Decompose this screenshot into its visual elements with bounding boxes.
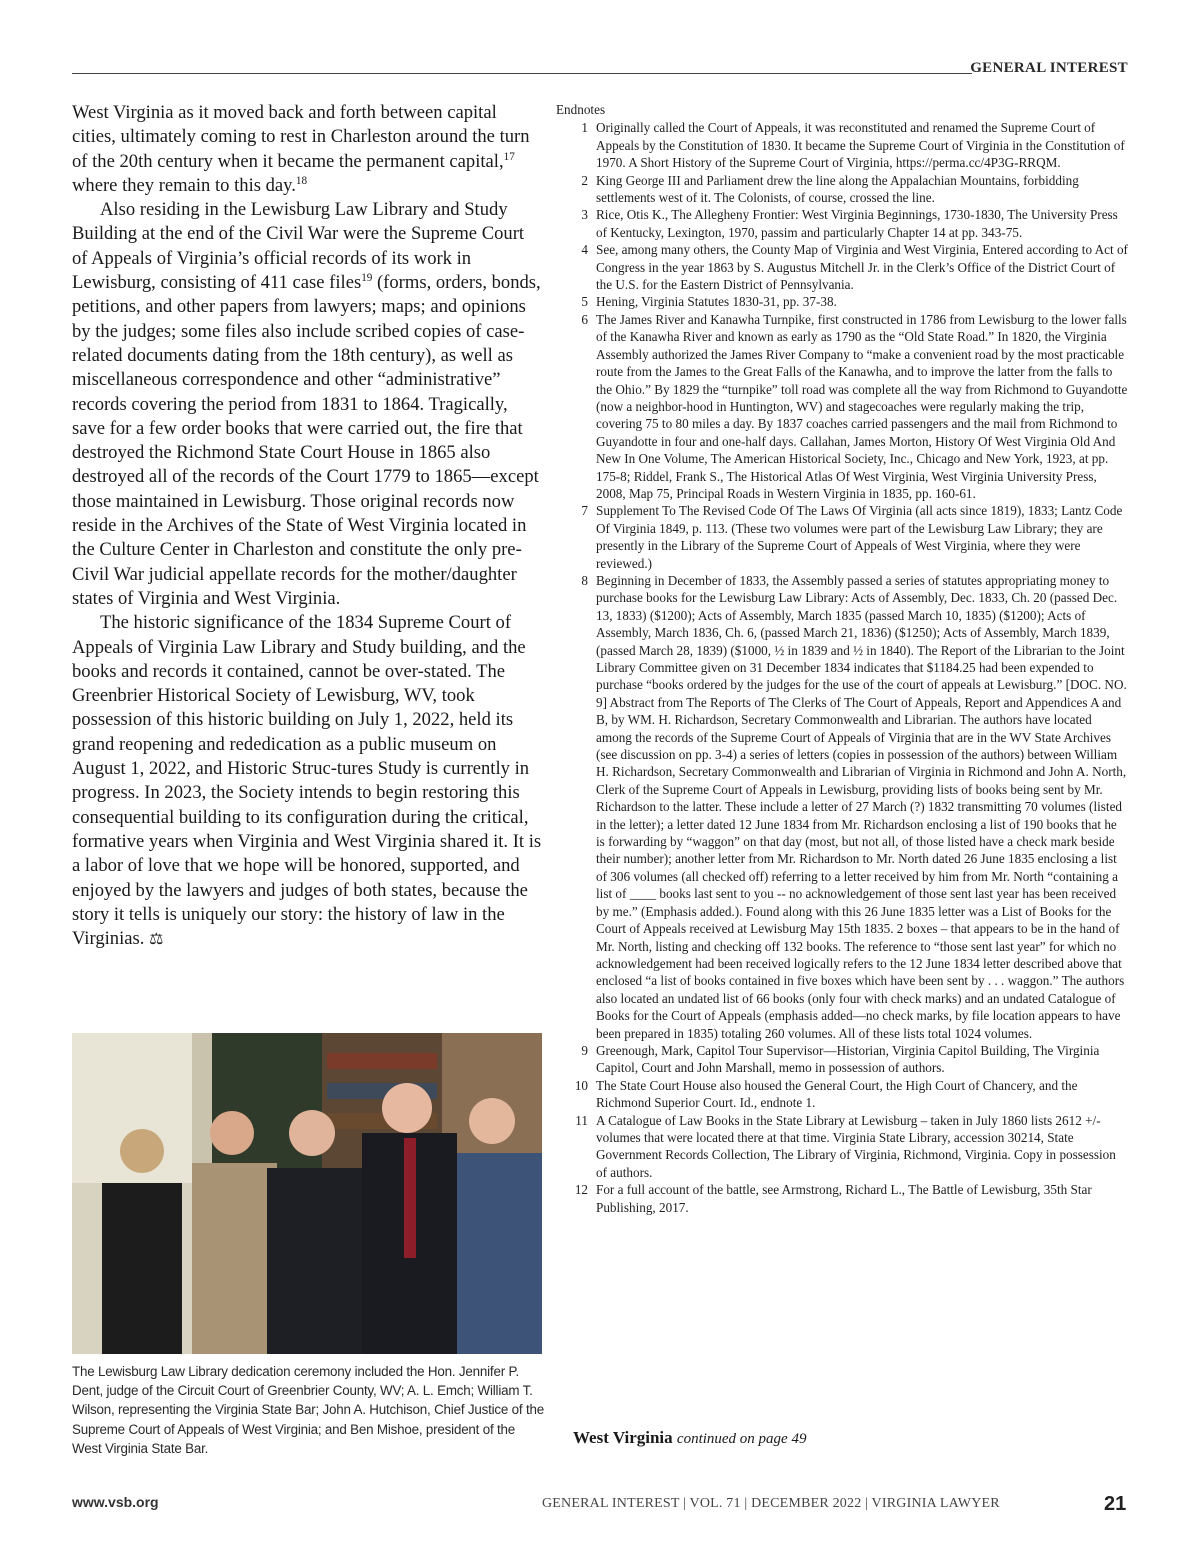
endnote-number: 9 — [581, 1042, 588, 1058]
endnote-number: 1 — [581, 120, 588, 136]
paragraph-3: The historic significance of the 1834 Supreme Court of Appeals of Virginia Law Library and Study building, and the books and records it contained, cannot be over-stated. The Greenbrier Historical Society of Lewisburg, WV, took possession of this historic building on July 1, 2022, held its grand reopening and rededication as a public museum on August 1, 2022, and Historic Struc-tures Study is currently in progress. In 2023, the Society intends to begin restoring this consequential building to its configuration during the critical, formative years when Virginia and West Virginia shared it. It is a labor of love that we hope will be honored, supported, and enjoyed by the lawyers and judges of both states, because the story it tells is uniquely our story: the history of law in the Virginias. ⚖ — [72, 612, 542, 950]
endnote-number: 6 — [581, 311, 588, 327]
photo-caption: The Lewisburg Law Library dedication ceremony included the Hon. Jennifer P. Dent, judge of the Circuit Court of Greenbrier County, WV; A. L. Emch; William T. Wilson, representing the Virginia State Bar; John A. Hutchison, Chief Justice of the Supreme Court of Appeals of West Virginia; and Ben Mishoe, president of the West Virginia State Bar. — [72, 1364, 544, 1456]
photo-illustration — [72, 1033, 542, 1354]
endnote-item — [556, 1042, 1128, 1077]
endnote-number: 12 — [574, 1182, 588, 1198]
endnote-number: 8 — [581, 572, 588, 588]
endnote-item — [556, 172, 1128, 207]
endnote-text: Rice, Otis K., The Allegheny Frontier: West Virginia Beginnings, 1730-1830, The University Press of Kentucky, Lexington, 1970, passim and particularly Chapter 14 at pp. 343-75. — [596, 207, 1118, 240]
endnote-text: King George III and Parliament drew the line along the Appalachian Mountains, forbidding settlements west of it. The Colonists, of course, crossed the line. — [596, 172, 1079, 206]
endnote-item — [556, 1181, 1128, 1216]
endnote-item — [556, 241, 1128, 293]
endnote-text: Greenough, Mark, Capitol Tour Supervisor—Historian, Virginia Capitol Building, The Virginia Capitol, Court and John Marshall, memo in possession of authors. — [596, 1042, 1100, 1076]
endnotes-list — [556, 119, 1128, 1216]
endnote-number: 4 — [581, 242, 588, 258]
endnote-text: The James River and Kanawha Turnpike, first constructed in 1786 from Lewisburg to the lower falls of the Kanawha River and known as early as 1790 as the “Old State Road.” In 1820, the Virginia Assembly authorized the James River Company to “make a convenient road by the most practicable route from the James to the Great Falls of the Kanawha, and to improve the latter from the falls to the Ohio.” By 1829 the “turnpike” toll road was complete all the way from Richmond to Guyandotte (now a neighbor-hood in Huntington, WV) and stagecoaches were regularly making the trip, covering 75 to 80 miles a day. By 1837 coaches carried passengers and the mail from Richmond to Guyandotte in four and one-half days. Callahan, James Morton, History Of West Virginia Old And New In One Volume, The American Historical Society, Inc., Chicago and New York, 1923, at pp. 175-8; Riddel, Frank S., The Historical Atlas Of West Virginia, West Virginia University Press, 2008, Map 75, Principal Roads in Western Virginia in 1835, pp. 160-61. — [596, 311, 1128, 501]
footnote-ref: 18 — [295, 174, 308, 187]
endnote-item — [556, 1112, 1128, 1182]
header-rule — [72, 73, 972, 74]
endnote-number: 3 — [581, 207, 588, 223]
section-label: GENERAL INTEREST — [970, 60, 1128, 76]
endnote-number: 5 — [581, 294, 588, 310]
endnotes — [556, 101, 1128, 1216]
endnote-item — [556, 206, 1128, 241]
endnote-item — [556, 572, 1128, 1042]
endnote-number: 7 — [581, 503, 588, 519]
footer-url[interactable]: www.vsb.org — [72, 1494, 159, 1510]
endnote-number: 11 — [575, 1112, 588, 1128]
endnote-text: Hening, Virginia Statutes 1830-31, pp. 37-38. — [596, 294, 837, 310]
endnote-text: For a full account of the battle, see Armstrong, Richard L., The Battle of Lewisburg, 35th Star Publishing, 2017. — [596, 1182, 1092, 1215]
endnote-text: A Catalogue of Law Books in the State Library at Lewisburg – taken in July 1860 lists 2612 +/- volumes that were located there at that time. Virginia State Library, accession 30214, State Government Records Collection, The Library of Virginia, Richmond, Virginia. Copy in possession of authors. — [596, 1112, 1116, 1180]
footnote-ref: 19 — [361, 271, 373, 284]
endnote-item — [556, 311, 1128, 502]
endnote-number: 2 — [581, 172, 588, 188]
paragraph-2: Also residing in the Lewisburg Law Library and Study Building at the end of the Civil War were the Supreme Court of Appeals of Virginia’s official records of its work in Lewisburg, consisting of 411 case files$^{19}$ (forms, orders, bonds, petitions, and other papers from lawyers; maps; and opinions by the judges; some files also include scribed copies of case-related documents dating from the 18th century), as well as miscellaneous correspondence and other “administrative” records covering the period from 1831 to 1864. Tragically, save for a few order books that were carried out, the fire that destroyed the Richmond State Court House in 1865 also destroyed all of the records of the Court 1779 to 1865—except those maintained in Lewisburg. Those original records now reside in the Archives of the State of West Virginia located in the Culture Center in Charleston and constitute the only pre-Civil War judicial appellate records for the mother/daughter states of Virginia and West Virginia. — [72, 199, 541, 609]
endnote-text: Supplement To The Revised Code Of The Laws Of Virginia (all acts since 1819), 1833; Lantz Code Of Virginia 1849, p. 113. (These two volumes were part of the Lewisburg Law Library; they are presently in the Library of the Supreme Court of Appeals of West Virginia, where they were reviewed.) — [596, 503, 1123, 571]
endnote-text: The State Court House also housed the General Court, the High Court of Chancery, and the Richmond Superior Court. Id., endnote 1. — [596, 1077, 1078, 1111]
continued-title: West Virginia — [573, 1428, 673, 1447]
continued-line — [573, 1428, 806, 1448]
endnote-number: 10 — [574, 1077, 588, 1093]
endnote-text: See, among many others, the County Map of Virginia and West Virginia, Entered according to Act of Congress in the year 1863 by S. Augustus Mitchell Jr. in the Clerk’s Office of the District Court of the U.S. for the Eastern District of Pennsylvania. — [596, 242, 1128, 293]
page-number: 21 — [1104, 1493, 1127, 1515]
article-body — [72, 101, 544, 951]
paragraph-1: West Virginia as it moved back and forth between capital cities, ultimately coming to rest in Charleston around the turn of the 20th century when it became the permanent capital,$^{17}$ where they remain to this day.$^{18}$ — [72, 102, 530, 196]
dedication-photo — [72, 1033, 542, 1354]
endnote-item — [556, 293, 1128, 310]
footer-publication: GENERAL INTEREST | VOL. 71 | DECEMBER 2022 | VIRGINIA LAWYER — [542, 1496, 1000, 1511]
endnote-text: Beginning in December of 1833, the Assembly passed a series of statutes appropriating money to purchase books for the Lewisburg Law Library: Acts of Assembly, Dec. 1833, Ch. 20 (passed Dec. 13, 1833) ($1200); Acts of Assembly, March 1835 (passed March 10, 1835) ($1200); Acts of Assembly, March 1836, Ch. 6, (passed March 21, 1836) ($1250); Acts of Assembly, March 1839, (passed March 28, 1839) ($1000, ½ in 1839 and ½ in 1840). The Report of the Librarian to the Joint Library Committee given on 31 December 1834 indicates that $1184.25 had been expended to purchase “books ordered by the judges for the use of the court of appeals at Lewisburg.” [DOC. NO. 9] Abstract from The Reports of The Clerks of The Court of Appeals, Report and Appendices A and B, by WM. H. Richardson, Secretary Commonwealth and Librarian. The authors have located among the records of the Supreme Court of Appeals of Virginia that are in the WV State Archives (see discussion on pp. 3-4) a series of letters (copies in possession of the authors) between William H. Richardson, Secretary Commonwealth and Librarian of Virginia in Richmond and John A. North, Clerk of the Supreme Court of Appeals in Lewisburg, providing lists of books being sent by Mr. Richardson to the latter. These include a letter of 27 March (?) 1832 transmitting 70 volumes (listed in the letter); a letter dated 12 June 1834 from Mr. Richardson enclosing a list of 190 books that he is forwarding by “waggon” on that day (most, but not all, of those listed have a check mark beside their number); another letter from Mr. Richardson to Mr. North dated 26 June 1835 enclosing a list of 306 volumes (all checked off) referring to a letter received by him from Mr. North “containing a list of ____ books last sent to you -- no acknowledgement of those sent last year has been received by me.” (Emphasis added.). Found along with this 26 June 1835 letter was a List of Books for the Court of Appeals received at Lewisburg May 15th 1835. 2 boxes – that appears to be in the hand of Mr. North, listing and checking off 132 books. The reference to “those sent last year” for which no acknowledgement had been received logically refers to the 12 June 1834 letter described above that enclosed “a list of books contained in five boxes which have been sent by . . . waggon.” The authors also located an undated list of 66 books (only four with check marks) and an undated Catalogue of Books for the Court of Appeals (emphasis added—no check marks, by file location appears to have been prepared in 1835) totaling 260 volumes. All of these lists total 1024 volumes. — [596, 572, 1127, 1041]
endnote-text: Originally called the Court of Appeals, it was reconstituted and renamed the Supreme Court of Appeals by the Constitution of 1830. It became the Supreme Court of Virginia in the Constitution of 1970. A Short History of the Supreme Court of Virginia, https://perma.cc/4P3G-RRQM. — [596, 120, 1125, 171]
footnote-ref: 17 — [503, 150, 515, 163]
endnote-item — [556, 119, 1128, 171]
endnote-item — [556, 1077, 1128, 1112]
endnote-item — [556, 502, 1128, 572]
continued-text[interactable]: continued on page 49 — [676, 1431, 807, 1447]
scales-icon: ⚖ — [149, 929, 164, 949]
endnotes-heading: Endnotes — [556, 102, 606, 117]
